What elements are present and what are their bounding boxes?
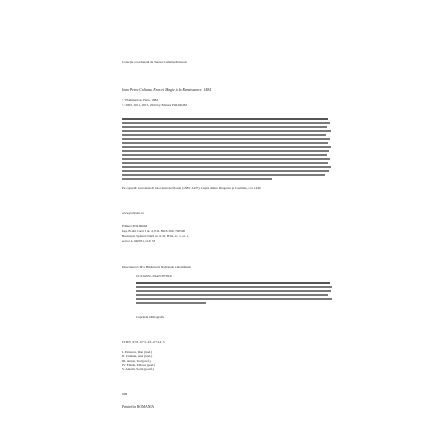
rights-notice-block [122,118,332,182]
cip-author: CULIANU, IOAN PETRU [136,274,172,278]
isbn: ISBN 978-973-46-0744-5 [122,340,165,344]
printed-in: Printed in ROMANIA [122,405,155,409]
copyright-polirom: © 2003, 2011, 2015, 2024 by Editura POLIROM [122,103,187,107]
list-item: I. Petrescu, Dan (trad.) [122,350,153,354]
publisher-name: Editura POLIROM [122,224,148,228]
publisher-address-iasi: Iaşi, B-dul Carol I nr. 4; P.O. BOX 266, 700506 [122,229,186,233]
classification-number: 008 [122,392,128,396]
list-item: III. Anton, Ted (pref.) [122,358,151,363]
list-item: II. Culianu, Ana (trad.) [122,354,153,359]
publisher-address-sector: sector 4, 040031, O.P. 53 [122,239,156,243]
cover-credit: Pe copertă: Giovanni di Giovanni del Ponte (1385–1437), Lupta dintre Dragoste şi Castitate, cca 1440 [122,186,261,190]
copyright-flammarion: © Flammarion, Paris, 1984 [122,98,158,102]
list-item: V. Antohi, Sorin (postf.) [122,367,154,372]
list-item: IV. Eliade, Mircea (pref.) [122,362,156,367]
publisher-address-bucuresti: Bucureşti, Splaiul Unirii nr. 6, bl. B3A, sc. 1, et. 1, [122,234,189,238]
cip-title: Descrierea CIP a Bibliotecii Naţionale a României: [122,265,192,269]
cip-description-block [136,282,332,306]
website-link[interactable]: www.polirom.ro [122,211,144,215]
series-editor-line: Colecţie coordonată de Teresa Culianu-Petrescu [122,60,188,64]
contributors-list [122,350,155,371]
cip-bibliography-note: Cuprinde bibliografie [136,315,165,319]
original-title-line: Ioan Petru Culianu, Éros et Magie à la Renaissance. 1484 [122,88,211,92]
